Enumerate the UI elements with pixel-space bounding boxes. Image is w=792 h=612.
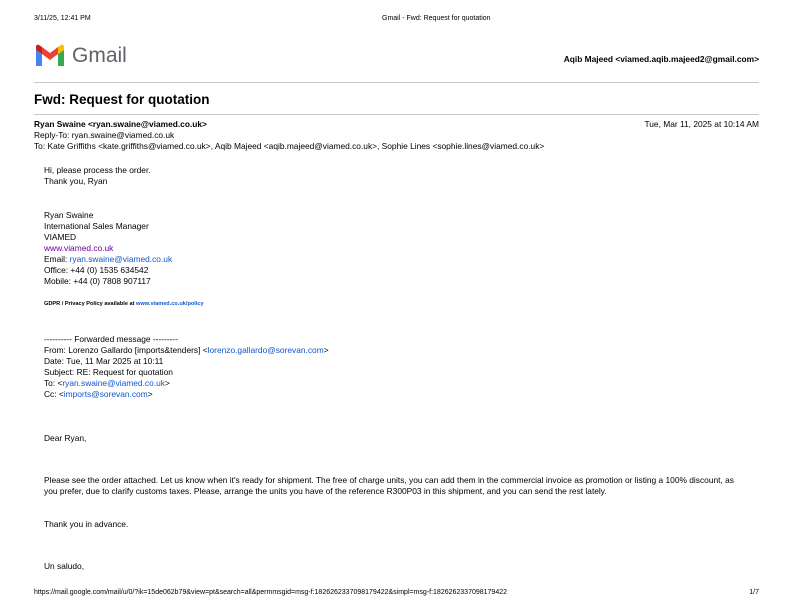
signature-email-link[interactable]: ryan.swaine@viamed.co.uk [69, 254, 173, 264]
forwarded-to-email-link[interactable]: ryan.swaine@viamed.co.uk [62, 378, 165, 388]
sender: Ryan Swaine <ryan.swaine@viamed.co.uk> [34, 119, 207, 129]
print-page-number: 1/7 [749, 589, 759, 596]
signature-website-link[interactable]: www.viamed.co.uk [44, 243, 114, 253]
print-url: https://mail.google.com/mail/u/0/?ik=15de062b79&view=pt&search=all&permmsgid=msg-f:1826262337098179422&simpl=msg-f:1826262337098179422 [34, 589, 508, 596]
greeting: Dear Ryan, [44, 433, 87, 443]
forwarded-to-label: To: < [44, 378, 63, 388]
gdpr-notice [44, 301, 204, 307]
forwarded-cc-end: > [147, 389, 153, 399]
forwarded-separator: ---------- Forwarded message --------- [44, 334, 178, 344]
subject-divider [34, 114, 759, 115]
print-title: Gmail - Fwd: Request for quotation [382, 15, 491, 22]
recipients: To: Kate Griffiths <kate.griffiths@viamed.co.uk>, Aqib Majeed <aqib.majeed@viamed.co.uk>, Sophie Lines <sophie.lines@viamed.co.uk> [34, 141, 545, 151]
gdpr-text: GDPR / Privacy Policy available at [44, 301, 137, 307]
message-from [34, 119, 207, 130]
signature-email-label: Email: [44, 254, 70, 264]
forwarded-date: Date: Tue, 11 Mar 2025 at 10:11 [44, 356, 164, 366]
forwarded-from-label: From: [44, 345, 69, 355]
signature-company: VIAMED [44, 232, 77, 242]
gdpr-link[interactable]: www.viamed.co.uk/policy [136, 301, 204, 307]
forwarded-from-end: > [323, 345, 329, 355]
account-owner: Aqib Majeed <viamed.aqib.majeed2@gmail.com> [563, 54, 759, 64]
forwarded-from-name: Lorenzo Gallardo [imports&tenders] < [68, 345, 208, 355]
body-line-2: Thank you, Ryan [44, 176, 108, 186]
forwarded-to-end: > [164, 378, 170, 388]
forwarded-from [44, 345, 329, 356]
body-paragraph: Please see the order attached. Let us know when it's ready for shipment. The free of charge units, you can add them in the commercial invoice as promotion or listing a 100% discount, as you prefer, due to clarify customs taxes. Please, arrange the units you have of the reference R300P03 in this shipment, and you can send the rest lately. [44, 475, 734, 497]
signature-name: Ryan Swaine [44, 210, 94, 220]
body-line-1: Hi, please process the order. [44, 165, 151, 175]
signature-office: Office: +44 (0) 1535 634542 [44, 265, 149, 275]
signature-role: International Sales Manager [44, 221, 149, 231]
thanks-line: Thank you in advance. [44, 519, 129, 529]
forwarded-to [44, 378, 170, 389]
signature-mobile: Mobile: +44 (0) 7808 907117 [44, 276, 151, 286]
email-subject: Fwd: Request for quotation [34, 92, 210, 107]
forwarded-subject: Subject: RE: Request for quotation [44, 367, 173, 377]
forwarded-cc [44, 389, 153, 400]
header-divider [34, 82, 759, 83]
reply-to: Reply-To: ryan.swaine@viamed.co.uk [34, 130, 175, 140]
gmail-logo-icon [34, 44, 66, 68]
forwarded-cc-email-link[interactable]: imports@sorevan.com [63, 389, 148, 399]
print-datetime: 3/11/25, 12:41 PM [34, 15, 91, 22]
forwarded-cc-label: Cc: < [44, 389, 64, 399]
message-date: Tue, Mar 11, 2025 at 10:14 AM [644, 119, 759, 129]
closing-line: Un saludo, [44, 561, 85, 571]
forwarded-from-email-link[interactable]: lorenzo.gallardo@sorevan.com [207, 345, 324, 355]
signature-email [44, 254, 172, 265]
gmail-logo-text: Gmail [72, 44, 127, 67]
